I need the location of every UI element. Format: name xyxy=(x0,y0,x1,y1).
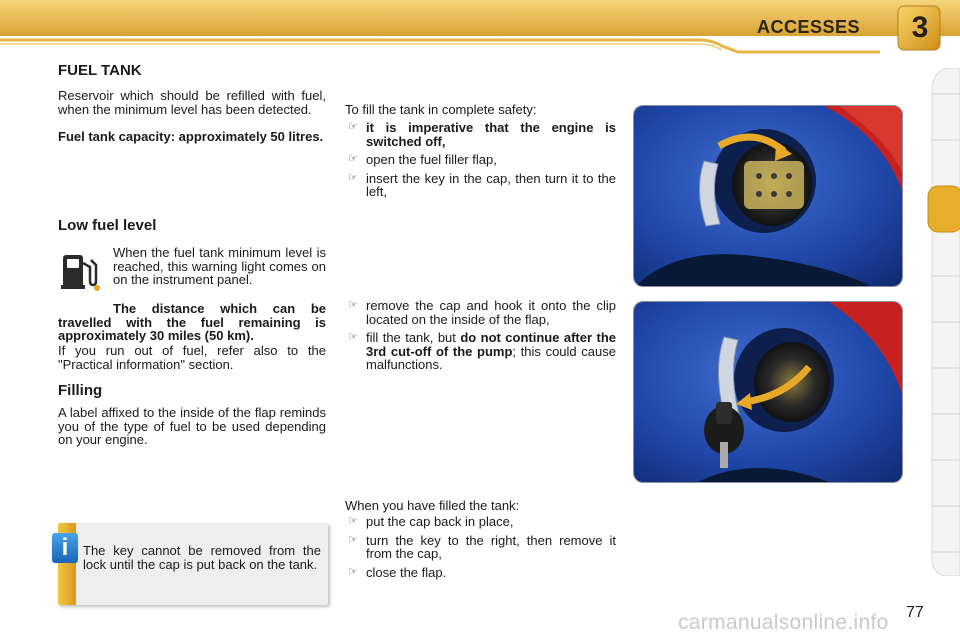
info-icon: i xyxy=(52,533,78,563)
page-number: 77 xyxy=(906,604,924,621)
step-engine-off: ☞ it is imperative that the engine is switched off, xyxy=(348,120,616,149)
filling-title: Filling xyxy=(58,382,103,399)
header-bar xyxy=(0,0,960,52)
steps-list-3 xyxy=(345,515,616,584)
fuel-cap-photo-2 xyxy=(633,301,903,483)
steps-list-2 xyxy=(345,299,616,377)
steps-list-1 xyxy=(345,121,616,204)
step-cap-back: ☞ put the cap back in place, xyxy=(348,514,514,529)
step-close-flap: ☞ close the flap. xyxy=(348,564,447,580)
fuel-tank-capacity: Fuel tank capacity: approximately 50 litres. xyxy=(58,129,324,144)
low-fuel-title: Low fuel level xyxy=(58,217,157,234)
step-open-flap: ☞ open the fuel filler flap, xyxy=(348,152,497,167)
info-text: The key cannot be removed from the lock until the cap is put back on the tank. xyxy=(83,543,321,572)
fuel-tank-body: Reservoir which should be refilled with fuel, when the minimum level has been detected. xyxy=(58,88,326,117)
step-turn-key: ☞ turn the key to the right, then remove it from the cap, xyxy=(348,532,616,561)
watermark: carmanualsonline.info xyxy=(678,611,889,634)
fuel-pump-icon xyxy=(60,251,102,295)
chapter-title: ACCESSES xyxy=(757,17,861,37)
step-fill-tank: ☞ fill the tank, but do not continue after the 3rd cut-off of the pump; this could cause malfunctions. xyxy=(348,330,616,372)
low-fuel-body: When the fuel tank minimum level is reached, this warning light comes on on the instrument panel. xyxy=(113,245,326,287)
step-insert-key: ☞ insert the key in the cap, then turn it to the left, xyxy=(348,170,616,199)
fuel-cap-photo-1 xyxy=(633,105,903,287)
step-remove-cap: ☞ remove the cap and hook it onto the clip located on the inside of the flap, xyxy=(348,298,616,327)
chapter-side-tabs xyxy=(926,68,960,576)
chapter-number: 3 xyxy=(911,11,929,44)
low-fuel-distance: The distance which can be travelled with the fuel remaining is approximately 30 miles (50 km). xyxy=(58,301,326,343)
filling-body: A label affixed to the inside of the flap reminds you of the type of fuel to be used depending on your engine. xyxy=(58,405,326,447)
fuel-tank-title: FUEL TANK xyxy=(58,62,142,79)
after-fill-intro: When you have filled the tank: xyxy=(345,498,520,513)
run-out-note: If you run out of fuel, refer also to the "Practical information" section. xyxy=(58,343,326,372)
safety-intro: To fill the tank in complete safety: xyxy=(345,102,537,117)
